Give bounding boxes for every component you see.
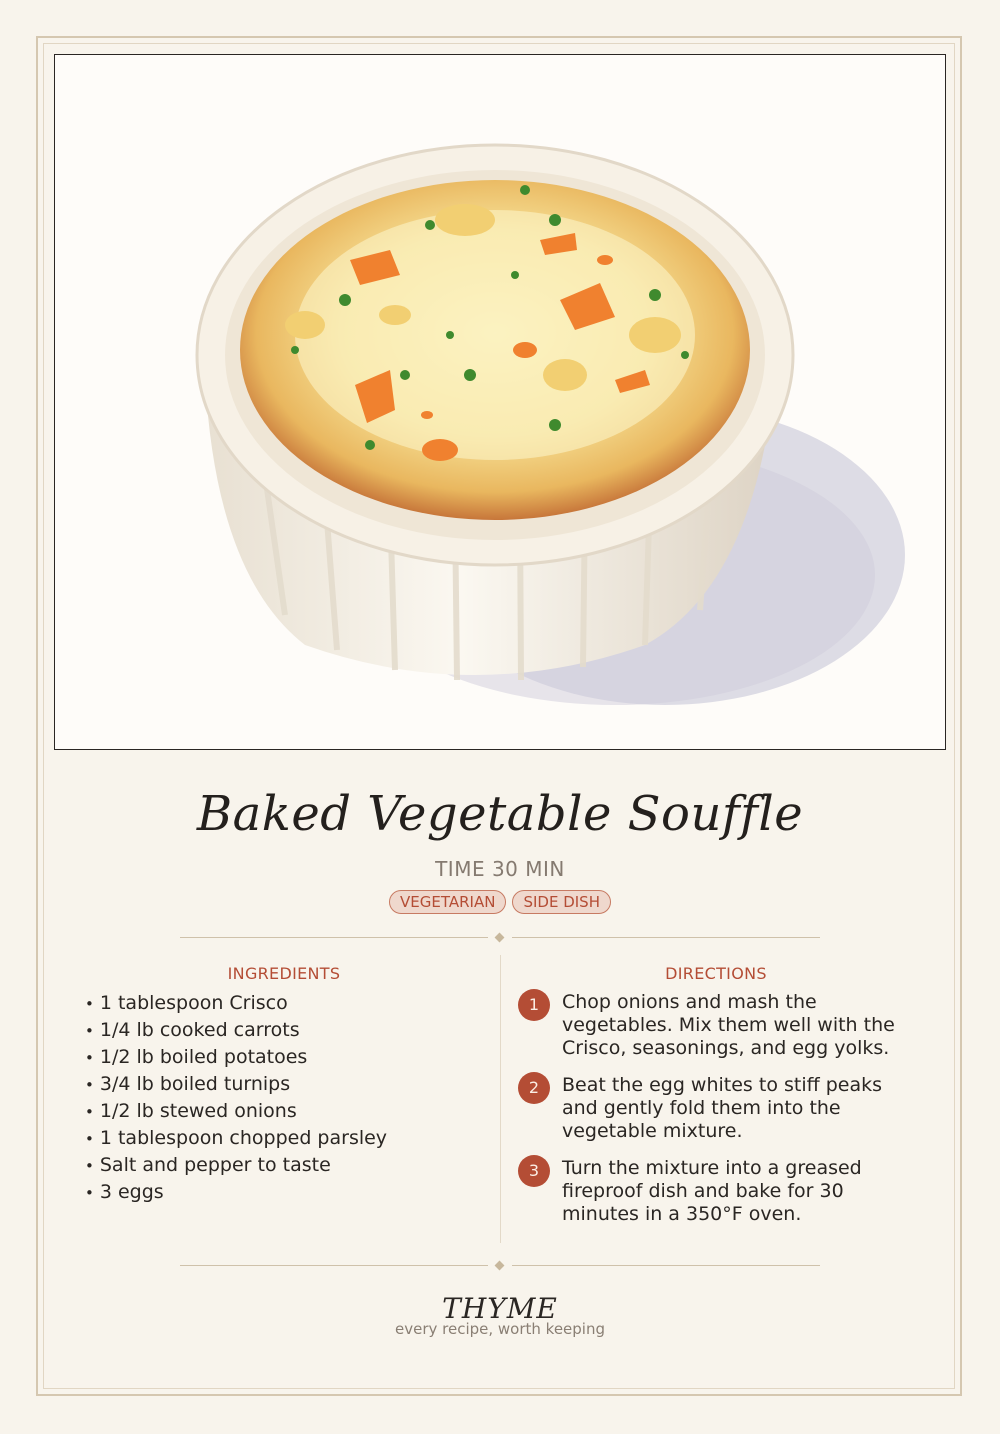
step-text: Chop onions and mash the vegetables. Mix them well with the Crisco, seasonings, and egg yolks.: [562, 991, 895, 1059]
recipe-title: Baked Vegetable Souffle: [196, 786, 804, 842]
ingredient-item: • 1 tablespoon Crisco: [85, 990, 387, 1017]
ingredients-heading: INGREDIENTS: [227, 964, 341, 983]
divider-bottom: [180, 1260, 820, 1272]
ingredient-item: • 1 tablespoon chopped parsley: [85, 1125, 387, 1152]
tag-vegetarian: VEGETARIAN: [389, 890, 506, 914]
cook-time: TIME 30 MIN: [435, 857, 565, 881]
recipe-tags: [0, 890, 1000, 914]
brand-tagline: every recipe, worth keeping: [394, 1320, 605, 1338]
ingredient-item: • 3/4 lb boiled turnips: [85, 1071, 387, 1098]
step-number-badge: 1: [518, 989, 550, 1021]
souffle-illustration: [55, 55, 945, 749]
ingredient-item: • 1/2 lb stewed onions: [85, 1098, 387, 1125]
recipe-photo: [54, 54, 946, 750]
step-number-badge: 3: [518, 1155, 550, 1187]
step-number-badge: 2: [518, 1072, 550, 1104]
ingredient-item: • 1/4 lb cooked carrots: [85, 1017, 387, 1044]
divider-top: [180, 932, 820, 944]
directions-heading: DIRECTIONS: [665, 964, 767, 983]
ingredient-item: • 1/2 lb boiled potatoes: [85, 1044, 387, 1071]
ingredients-list: [85, 990, 387, 1206]
ingredient-item: • 3 eggs: [85, 1179, 387, 1206]
diamond-ornament-icon: [495, 1261, 505, 1271]
column-divider: [500, 955, 501, 1243]
tag-side-dish: SIDE DISH: [512, 890, 611, 914]
ingredient-item: • Salt and pepper to taste: [85, 1152, 387, 1179]
step-text: Beat the egg whites to stiff peaks and gently fold them into the vegetable mixture.: [562, 1074, 883, 1142]
diamond-ornament-icon: [495, 933, 505, 943]
step-text: Turn the mixture into a greased fireproof dish and bake for 30 minutes in a 350°F oven.: [562, 1157, 862, 1225]
brand-name: THYME: [442, 1292, 558, 1325]
